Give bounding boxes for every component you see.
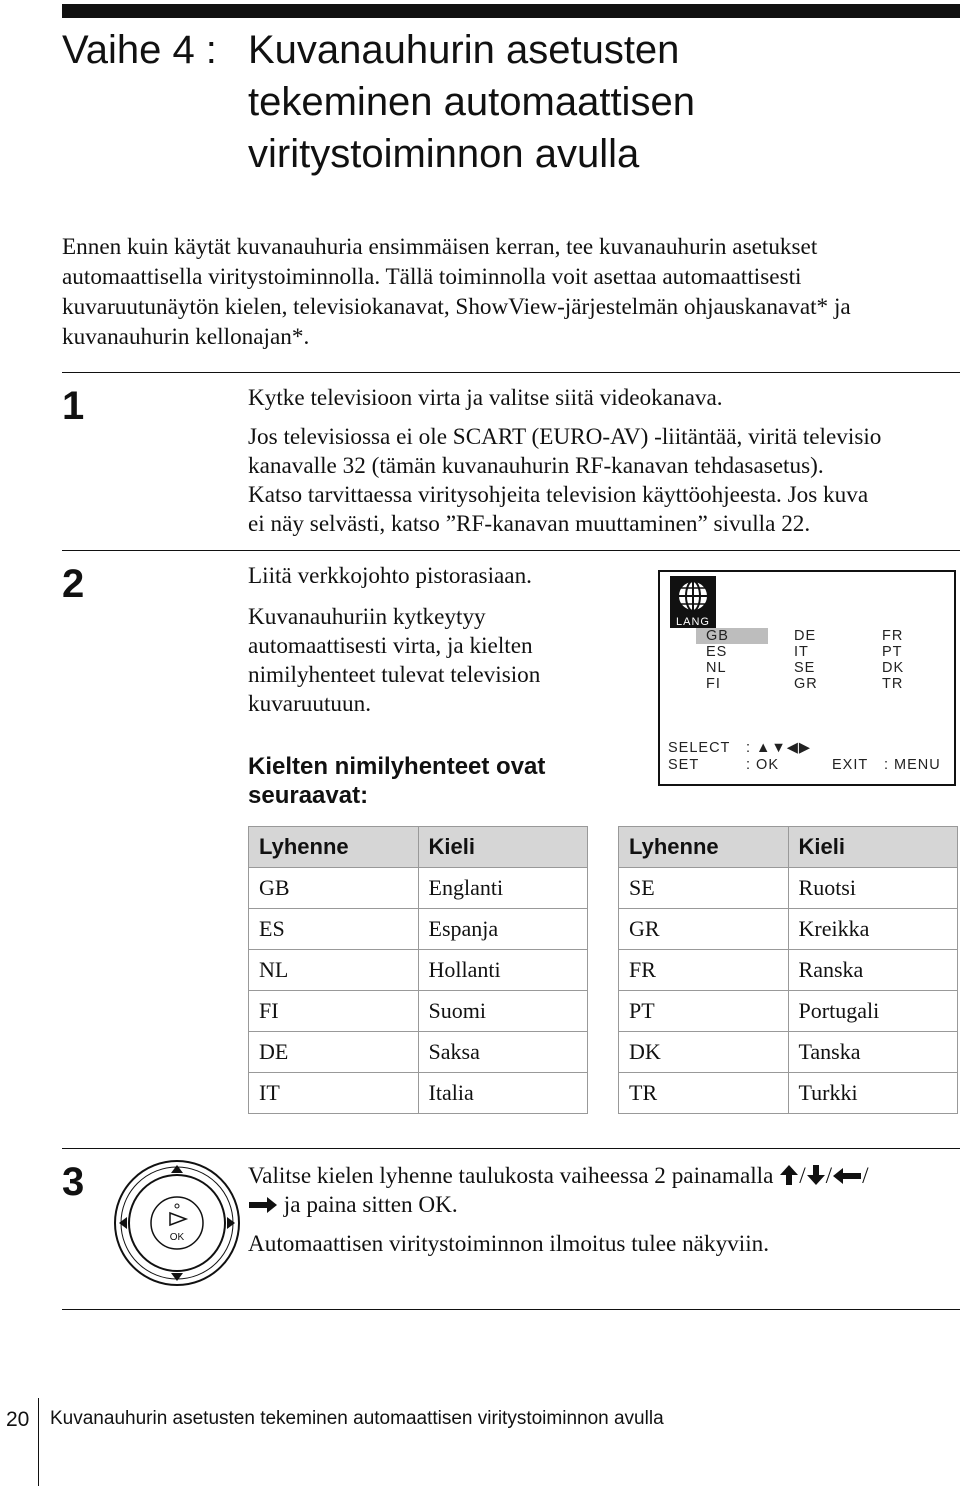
table-row bbox=[619, 1073, 958, 1114]
language-option-de[interactable]: DE bbox=[794, 628, 817, 644]
language-option-fr[interactable]: FR bbox=[882, 628, 904, 644]
select-label: SELECT bbox=[668, 740, 731, 756]
abbreviation-cell: NL bbox=[249, 950, 419, 991]
step-divider bbox=[62, 1148, 960, 1149]
language-cell: Ruotsi bbox=[788, 868, 957, 909]
footer-divider bbox=[62, 1309, 960, 1310]
page-title bbox=[248, 24, 948, 180]
language-option-pt[interactable]: PT bbox=[882, 644, 903, 660]
tv-language-menu bbox=[658, 570, 956, 786]
page-number: 20 bbox=[6, 1408, 30, 1431]
column-header-language: Kieli bbox=[788, 827, 957, 868]
step-2-details bbox=[248, 603, 540, 719]
left-arrow-icon bbox=[832, 1167, 862, 1185]
up-arrow-icon bbox=[779, 1164, 799, 1186]
step-2-detail-line: kuvaruutuun. bbox=[248, 691, 372, 717]
abbreviations-heading-line: seuraavat: bbox=[248, 782, 369, 809]
exit-value: : MENU bbox=[884, 757, 941, 773]
abbreviation-cell: FI bbox=[249, 991, 419, 1032]
language-cell: Turkki bbox=[788, 1073, 957, 1114]
title-line: tekeminen automaattisen bbox=[248, 80, 695, 124]
table-row bbox=[249, 1032, 588, 1073]
language-cell: Italia bbox=[418, 1073, 587, 1114]
set-label: SET bbox=[668, 757, 700, 773]
step-1-detail-line: ei näy selvästi, katso ”RF-kanavan muuttaminen” sivulla 22. bbox=[248, 511, 811, 537]
intro-paragraph bbox=[62, 232, 960, 352]
language-cell: Suomi bbox=[418, 991, 587, 1032]
table-header-row bbox=[619, 827, 958, 868]
intro-line: Ennen kuin käytät kuvanauhuria ensimmäisen kerran, tee kuvanauhurin asetukset bbox=[62, 234, 818, 260]
set-value: : OK bbox=[746, 757, 780, 773]
abbreviation-cell: FR bbox=[619, 950, 789, 991]
language-cell: Espanja bbox=[418, 909, 587, 950]
table-row bbox=[249, 1073, 588, 1114]
step-3-number: 3 bbox=[62, 1160, 85, 1204]
select-arrows-value: : ▲▼◀▶ bbox=[746, 740, 812, 756]
intro-line: kuvaruutunäytön kielen, televisiokanavat, ShowView-järjestelmän ohjauskanavat* ja bbox=[62, 294, 851, 320]
right-arrow-icon bbox=[248, 1196, 278, 1214]
abbreviations-heading bbox=[248, 752, 545, 810]
language-option-se[interactable]: SE bbox=[794, 660, 816, 676]
header-bar bbox=[62, 4, 960, 18]
remote-ok-label: OK bbox=[169, 1232, 185, 1243]
abbreviation-cell: IT bbox=[249, 1073, 419, 1114]
language-option-es[interactable]: ES bbox=[706, 644, 728, 660]
step-3-line-2: ja paina sitten OK. bbox=[283, 1192, 458, 1218]
abbreviation-cell: DE bbox=[249, 1032, 419, 1073]
language-cell: Hollanti bbox=[418, 950, 587, 991]
language-cell: Tanska bbox=[788, 1032, 957, 1073]
language-option-dk[interactable]: DK bbox=[882, 660, 905, 676]
intro-line: automaattisella viritystoiminnolla. Tällä toiminnolla voit asettaa automaattisesti bbox=[62, 264, 802, 290]
table-row bbox=[619, 909, 958, 950]
language-option-gr[interactable]: GR bbox=[794, 676, 818, 692]
intro-line: kuvanauhurin kellonajan*. bbox=[62, 324, 310, 350]
title-line: viritystoiminnon avulla bbox=[248, 132, 640, 176]
abbreviations-heading-line: Kielten nimilyhenteet ovat bbox=[248, 753, 546, 780]
step-3-result: Automaattisen viritystoiminnon ilmoitus tulee näkyviin. bbox=[248, 1231, 770, 1257]
language-cell: Kreikka bbox=[788, 909, 957, 950]
step-3-instruction: Valitse kielen lyhenne taulukosta vaiheessa 2 painamalla / / / bbox=[248, 1163, 869, 1189]
table-row bbox=[249, 909, 588, 950]
column-header-abbreviation: Lyhenne bbox=[249, 827, 419, 868]
step-3-line-1: Valitse kielen lyhenne taulukosta vaiheessa 2 painamalla bbox=[248, 1163, 774, 1189]
step-1-main: Kytke televisioon virta ja valitse siitä videokanava. bbox=[248, 385, 723, 411]
table-row bbox=[619, 991, 958, 1032]
remote-control-ok-button-illustration bbox=[112, 1158, 242, 1288]
step-3-instruction-continued bbox=[248, 1191, 458, 1220]
language-option-it[interactable]: IT bbox=[794, 644, 809, 660]
step-1-detail-line: Jos televisiossa ei ole SCART (EURO-AV) -liitäntää, viritä televisio bbox=[248, 424, 882, 450]
step-2-detail-line: Kuvanauhuriin kytkeytyy bbox=[248, 604, 486, 630]
table-header-row bbox=[249, 827, 588, 868]
table-row bbox=[619, 1032, 958, 1073]
language-option-tr[interactable]: TR bbox=[882, 676, 904, 692]
step-divider bbox=[62, 372, 960, 373]
step-1-detail-line: kanavalle 32 (tämän kuvanauhurin RF-kanavan tehdasasetus). bbox=[248, 453, 824, 479]
step-1-number: 1 bbox=[62, 384, 85, 428]
step-2-detail-line: automaattisesti virta, ja kielten bbox=[248, 633, 533, 659]
language-table-left bbox=[248, 826, 588, 1114]
abbreviation-cell: TR bbox=[619, 1073, 789, 1114]
abbreviation-cell: GR bbox=[619, 909, 789, 950]
column-header-language: Kieli bbox=[418, 827, 587, 868]
language-cell: Portugali bbox=[788, 991, 957, 1032]
step-1-details bbox=[248, 423, 881, 539]
language-cell: Saksa bbox=[418, 1032, 587, 1073]
step-divider bbox=[62, 550, 960, 551]
step-2-number: 2 bbox=[62, 562, 85, 606]
language-option-nl[interactable]: NL bbox=[706, 660, 727, 676]
abbreviation-cell: DK bbox=[619, 1032, 789, 1073]
language-option-gb[interactable]: GB bbox=[696, 628, 768, 644]
abbreviation-cell: ES bbox=[249, 909, 419, 950]
language-cell: Englanti bbox=[418, 868, 587, 909]
step-1-instruction bbox=[248, 384, 723, 413]
table-row bbox=[249, 868, 588, 909]
down-arrow-icon bbox=[806, 1164, 826, 1186]
column-header-abbreviation: Lyhenne bbox=[619, 827, 789, 868]
abbreviation-cell: PT bbox=[619, 991, 789, 1032]
globe-lang-icon bbox=[670, 576, 716, 628]
language-option-fi[interactable]: FI bbox=[706, 676, 721, 692]
abbreviation-cell: SE bbox=[619, 868, 789, 909]
table-row bbox=[619, 950, 958, 991]
step-1-detail-line: Katso tarvittaessa viritysohjeita television käyttöohjeesta. Jos kuva bbox=[248, 482, 869, 508]
step-2-instruction bbox=[248, 562, 532, 591]
footer-section-title: Kuvanauhurin asetusten tekeminen automaattisen viritystoiminnon avulla bbox=[50, 1408, 664, 1429]
title-line: Kuvanauhurin asetusten bbox=[248, 28, 680, 72]
table-row bbox=[249, 991, 588, 1032]
table-row bbox=[619, 868, 958, 909]
step-2-detail-line: nimilyhenteet tulevat television bbox=[248, 662, 541, 688]
footer-vertical-rule bbox=[38, 1398, 39, 1486]
abbreviation-cell: GB bbox=[249, 868, 419, 909]
language-table-right bbox=[618, 826, 958, 1114]
language-cell: Ranska bbox=[788, 950, 957, 991]
step-2-main: Liitä verkkojohto pistorasiaan. bbox=[248, 563, 532, 589]
exit-label: EXIT bbox=[832, 757, 869, 773]
table-row bbox=[249, 950, 588, 991]
lang-icon-label: LANG bbox=[676, 616, 710, 628]
step-title-prefix: Vaihe 4 : bbox=[62, 28, 217, 72]
